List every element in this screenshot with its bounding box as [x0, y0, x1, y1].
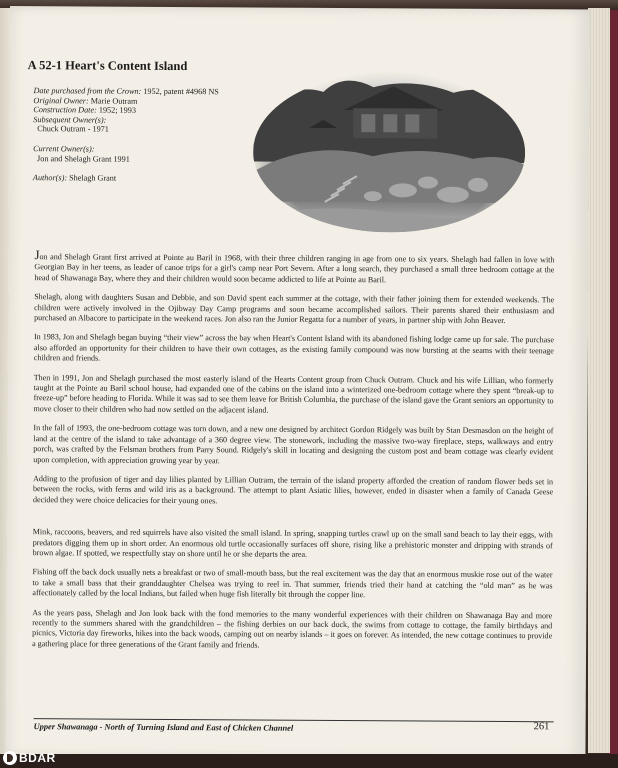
cottage-photo-drawing — [253, 71, 526, 233]
original-owner-label: Original Owner: — [33, 95, 89, 106]
authors-value: Shelagh Grant — [69, 173, 117, 183]
cottage-photo — [253, 71, 526, 233]
purchased-value: 1952, patent #4968 NS — [143, 86, 219, 97]
article-body — [32, 247, 555, 661]
subsequent-owner-label: Subsequent Owner(s): — [33, 114, 107, 125]
original-owner-value: Marie Outram — [90, 96, 138, 106]
paragraph: Fishing off the back dock usually nets a breakfast or two of small-mouth bass, but the real excitement was the day that an enormous muskie rose out of the water to take a small bass that their granddaughter Chelsea was trying to reel in. That summer, friends tried their hand at catching the “old man” as he was affectionately called by the local Indians, but failed when huge fish literally bit through the copper line. — [32, 567, 553, 600]
current-owner-value: Jon and Shelagh Grant 1991 — [37, 153, 130, 164]
purchased-label: Date purchased from the Crown: — [33, 86, 142, 96]
property-metadata — [33, 86, 254, 184]
desk-bottom — [0, 754, 618, 768]
paragraph: In the fall of 1993, the one-bedroom cottage was torn down, and a new one designed by architect Gordon Ridgely was built by Stan Desmasdon on the height of land at the centre of the island to take advantage of a 360 degree view. The stonework, including the massive two-way fireplace, steps, walkways and entry porch, was crafted by the Felsman brothers from Parry Sound. Ridgely's skill in locating and designing the custom post and beam cottage was clearly evident upon completion, with appreciation growing year by year. — [33, 423, 554, 465]
paragraph: Then in 1991, Jon and Shelagh purchased the most easterly island of the Hearts Content group from Chuck Outram. Chuck and his wife Lillian, who formerly taught at the Pointe au Baril school house, had expanded one of the cabins on the island into a winterized one-bedroom cottage where they spent “break-up to freeze-up” before heading to Florida. While it was sad to see them leave for British Columbia, the purchase of the island gave the Grant seniors an opportunity to move closer to their children who had now settled on the adjacent island. — [33, 372, 554, 415]
paragraph: Adding to the profusion of tiger and day lilies planted by Lillian Outram, the terrain of the island property afforded the creation of random flower beds set in between the rocks, with ferns and wild iris as a background. The attempt to plant Asiatic lilies, however, ended in disaster when a family of Canada Geese decided they were choice delicacies for their young ones. — [32, 474, 554, 505]
authors-label: Author(s): — [32, 173, 68, 183]
page-title: A 52-1 Heart's Content Island — [27, 58, 188, 74]
logo-text: BDAR — [19, 751, 56, 765]
paragraph-text: on and Shelagh Grant first arrived at Pointe au Baril in 1968, with their three children ranging in age from one to six years. Shelagh had fallen in love with Georgian Bay in her teens, as leader of canoe trips for a girl's camp near Port Severn. After a long search, they purchased a small three bedroom cottage at the head of Shawanaga Bay, where they and their children would soon became addicted to life at Pointe au Baril. — [34, 252, 555, 285]
paragraph: As the years pass, Shelagh and Jon look back with the fond memories to the many wonderful experiences with their children on Shawanaga Bay and more recently to the summers shared with the grandchildren – the fishing derbies on our back dock, the swims from cottage to cottage, the family birthdays and picnics, Victoria day fireworks, hikes into the back woods, camping out on nearby islands – it goes on forever. As intended, the new cottage continues to provide a gathering place for three generations of the Grant family and friends. — [32, 607, 553, 650]
paragraph — [34, 247, 555, 286]
page-footer: Upper Shawanaga - North of Turning Island and East of Chicken Channel — [33, 722, 294, 733]
logo-mark-icon — [3, 751, 17, 765]
subsequent-owner-value: Chuck Outram - 1971 — [37, 124, 109, 134]
page-number: 261 — [533, 721, 550, 733]
paragraph: In 1983, Jon and Shelagh began buying “their view” across the bay when Heart's Content Island with its abandoned fishing lodge came up for sale. The purchase also afforded an opportunity for their children to have their own cottages, as the existing family compound was now bursting at the seams with their teenage children and friends. — [33, 332, 554, 363]
construction-label: Construction Date: — [33, 105, 97, 115]
page-edges — [588, 8, 610, 753]
brokerage-logo — [3, 750, 56, 766]
current-owner-label: Current Owner(s): — [33, 144, 95, 154]
construction-value: 1952; 1993 — [98, 105, 136, 115]
book-page — [5, 6, 590, 760]
drop-cap: J — [34, 247, 40, 263]
paragraph: Mink, raccoons, beavers, and red squirrels have also visited the small island. In spring, snapping turtles crawl up on the small sand beach to lay their eggs, with predators digging them up in short order. An enormous old turtle occasionally surfaces off shore, rising like a prehistoric monster and dripping with strands of brown algae. If spotted, we respectfully stay on shore until he or she departs the area. — [32, 527, 553, 559]
paragraph: Shelagh, along with daughters Susan and Debbie, and son David spent each summer at the cottage, with their father joining them for extended weekends. The children were actively involved in the Ojibway Day Camp programs and soon became accomplished sailors. Their parents shared their enthusiasm and purchased an Albacore to participate in the weekend races. Jon also ran the Junior Regatta for a number of years, in partner ship with John Beaver. — [34, 292, 555, 326]
